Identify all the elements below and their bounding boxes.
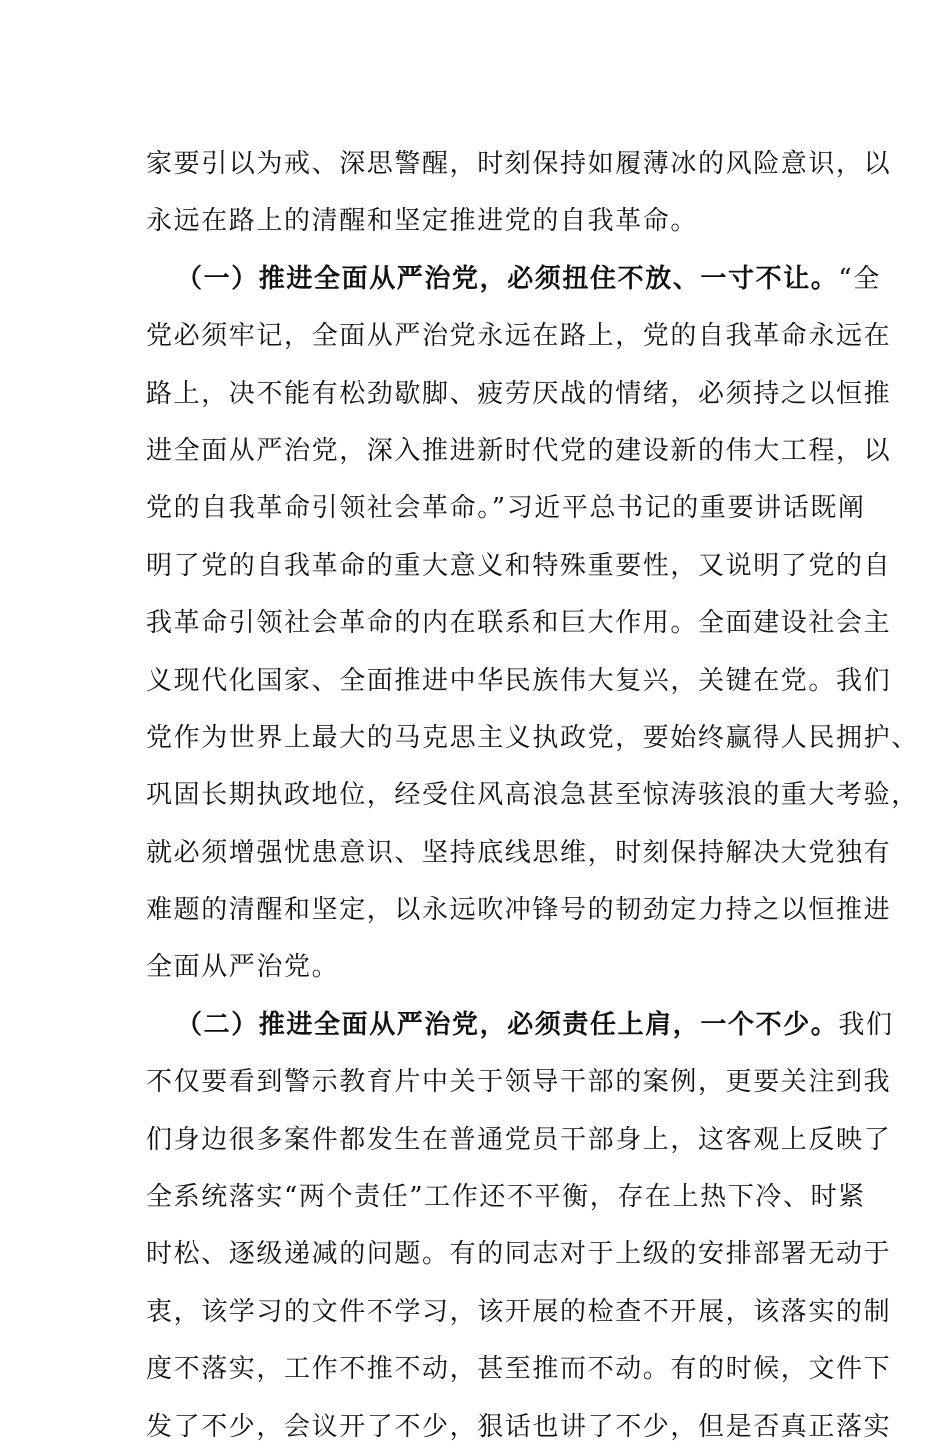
text-line: 们身边很多案件都发生在普通党员干部身上，这客观上反映了 [146, 1124, 892, 1155]
section-2-heading: （二）推进全面从严治党，必须责任上肩，一个不少。 [176, 1009, 839, 1040]
text-line: 路上，决不能有松劲歇脚、疲劳厌战的情绪，必须持之以恒推 [146, 378, 892, 409]
text-line: 我革命引领社会革命的内在联系和巨大作用。全面建设社会主 [146, 608, 892, 639]
text-line: 发了不少，会议开了不少，狠话也讲了不少，但是否真正落实 [146, 1411, 892, 1442]
text-line: 衷，该学习的文件不学习，该开展的检查不开展，该落实的制 [146, 1296, 892, 1327]
document-body [146, 136, 919, 1456]
text-line: 进全面从严治党，深入推进新时代党的建设新的伟大工程，以 [146, 435, 892, 466]
text-line: 永远在路上的清醒和坚定推进党的自我革命。 [146, 206, 699, 237]
text-line: 党的自我革命引领社会革命。”习近平总书记的重要讲话既阐 [146, 493, 866, 524]
section-2-first-line [146, 997, 894, 1054]
text-line: 义现代化国家、全面推进中华民族伟大复兴，关键在党。我们 [146, 665, 892, 696]
text-line: 党作为世界上最大的马克思主义执政党，要始终赢得人民拥护、 [146, 722, 919, 753]
text-line: 时松、逐级递减的问题。有的同志对于上级的安排部署无动于 [146, 1239, 892, 1270]
text-line: 难题的清醒和坚定，以永远吹冲锋号的韧劲定力持之以恒推进 [146, 895, 892, 926]
section-1-heading: （一）推进全面从严治党，必须扭住不放、一寸不让。 [176, 263, 839, 294]
text-line: 度不落实，工作不推不动，甚至推而不动。有的时候，文件下 [146, 1354, 892, 1385]
text-line: 全面从严治党。 [146, 952, 340, 983]
text-line: 党必须牢记，全面从严治党永远在路上，党的自我革命永远在 [146, 321, 892, 352]
text-line: 明了党的自我革命的重大意义和特殊重要性，又说明了党的自 [146, 550, 892, 581]
text-line: 家要引以为戒、深思警醒，时刻保持如履薄冰的风险意识，以 [146, 149, 892, 179]
section-2-first-line-rest: 我们 [838, 1009, 894, 1040]
text-line: 全系统落实“两个责任”工作还不平衡，存在上热下冷、时紧 [146, 1182, 866, 1213]
text-line: 不仅要看到警示教育片中关于领导干部的案例，更要关注到我 [146, 1067, 892, 1098]
section-1-first-line [146, 251, 881, 308]
section-1-first-line-rest: “全 [838, 263, 881, 294]
text-line: 巩固长期执政地位，经受住风高浪急甚至惊涛骇浪的重大考验， [146, 780, 919, 811]
text-line: 就必须增强忧患意识、坚持底线思维，时刻保持解决大党独有 [146, 837, 892, 868]
